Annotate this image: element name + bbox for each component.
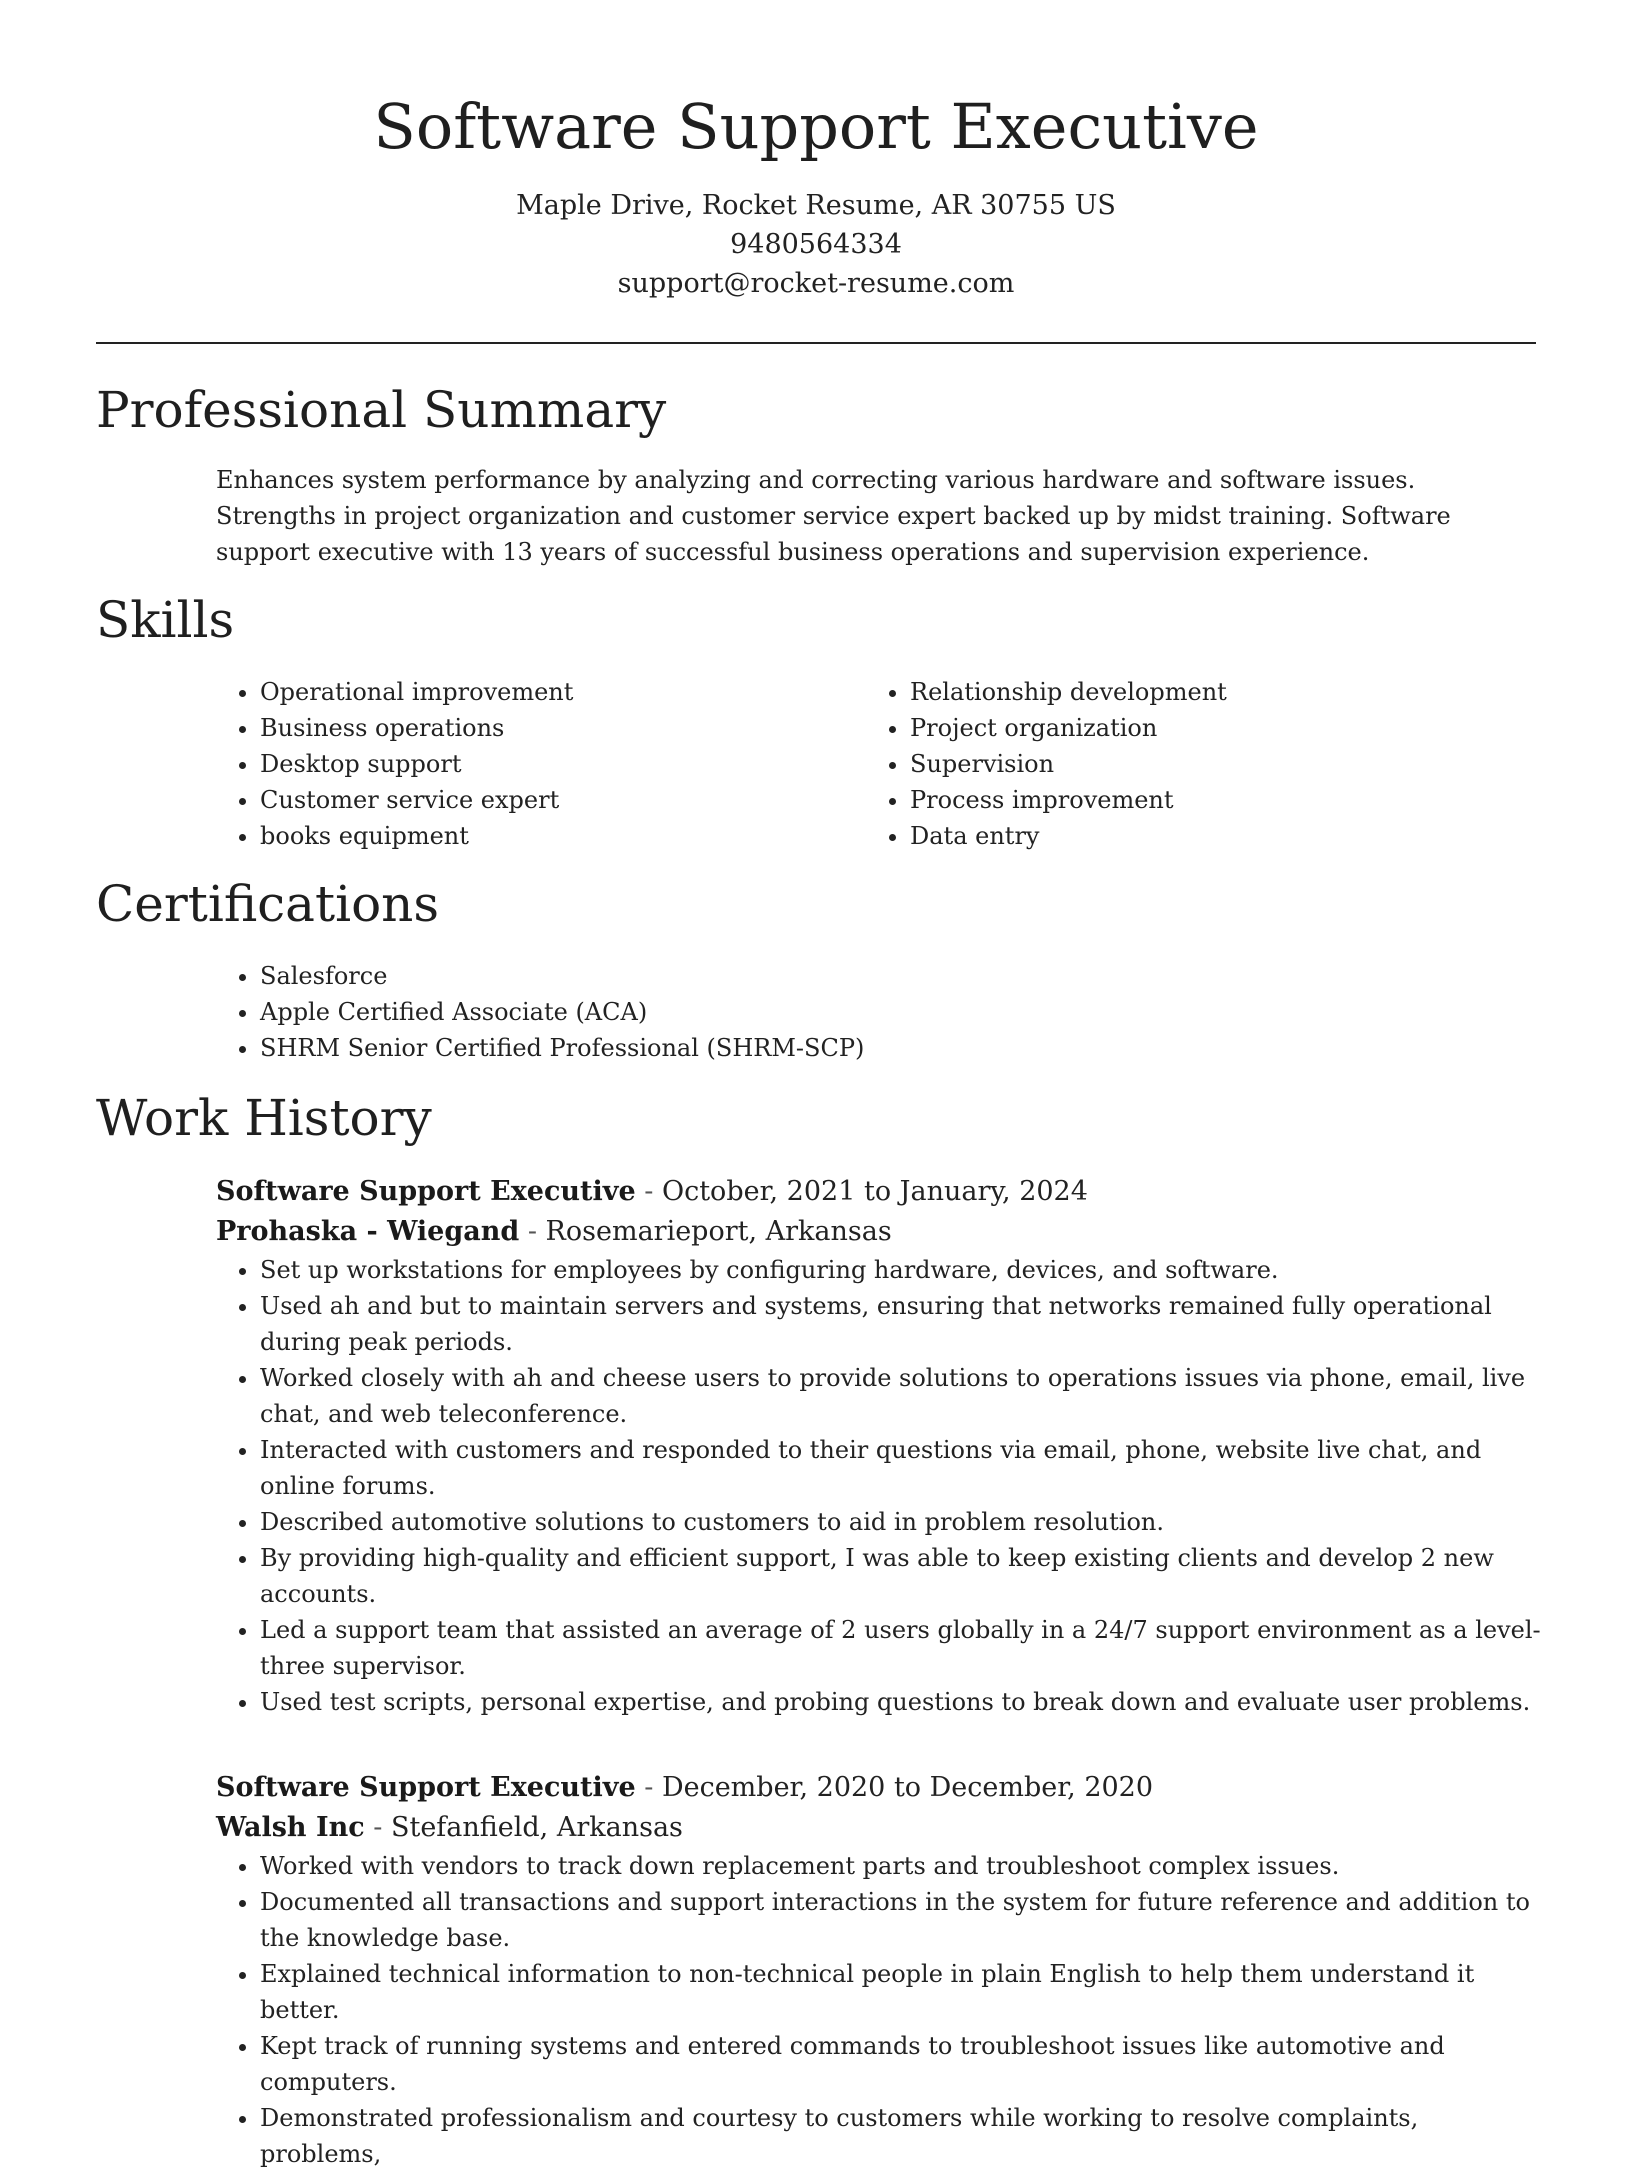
work-history-heading: Work History bbox=[96, 1089, 432, 1147]
job-bullet: • Used ah and but to maintain servers and systems, ensuring that networks remained fully operational during peak periods. bbox=[260, 1288, 1546, 1360]
summary-text: Enhances system performance by analyzing and correcting various hardware and software issues. Strengths in project organization and customer service expert backed up by midst training. Software support executive with 13 years of successful business operations and supervision experience. bbox=[216, 466, 1451, 566]
job-dates: October, 2021 to January, 2024 bbox=[661, 1176, 1088, 1207]
skill-item: • Relationship development bbox=[910, 674, 1466, 710]
certification-item: • SHRM Senior Certified Professional (SHRM-SCP) bbox=[260, 1030, 1516, 1066]
job-bullet: • Described automotive solutions to customers to aid in problem resolution. bbox=[260, 1504, 1546, 1540]
skill-item: • Supervision bbox=[910, 746, 1466, 782]
resume-header bbox=[0, 0, 1632, 303]
job-company: Walsh Inc bbox=[216, 1812, 365, 1843]
skills-heading: Skills bbox=[96, 591, 235, 649]
job-bullets bbox=[216, 1848, 1546, 2172]
header-divider bbox=[96, 342, 1536, 344]
skill-item: • books equipment bbox=[260, 818, 816, 854]
job-company-line: Prohaska - Wiegand - Rosemarieport, Arkansas bbox=[216, 1216, 892, 1247]
job-company: Prohaska - Wiegand bbox=[216, 1216, 520, 1247]
certification-item: • Apple Certified Associate (ACA) bbox=[260, 994, 1516, 1030]
skills-left-column bbox=[216, 674, 816, 854]
contact-address: Maple Drive, Rocket Resume, AR 30755 US bbox=[516, 190, 1116, 221]
certifications-list bbox=[216, 958, 1516, 1066]
job-title: Software Support Executive bbox=[216, 1176, 636, 1207]
skill-item: • Project organization bbox=[910, 710, 1466, 746]
contact-email: support@rocket-resume.com bbox=[617, 268, 1015, 299]
skill-item: • Process improvement bbox=[910, 782, 1466, 818]
job-bullet: • Led a support team that assisted an average of 2 users globally in a 24/7 support environment as a level-three supervisor. bbox=[260, 1612, 1546, 1684]
job-entry bbox=[216, 1768, 1546, 2172]
job-bullet: • Demonstrated professionalism and courtesy to customers while working to resolve complaints, problems, bbox=[260, 2100, 1546, 2172]
job-bullet: • Explained technical information to non-technical people in plain English to help them understand it better. bbox=[260, 1956, 1546, 2028]
job-title-line: Software Support Executive - October, 2021 to January, 2024 bbox=[216, 1176, 1088, 1207]
job-bullet: • Worked with vendors to track down replacement parts and troubleshoot complex issues. bbox=[260, 1848, 1546, 1884]
job-bullet: • By providing high-quality and efficient support, I was able to keep existing clients and develop 2 new accounts. bbox=[260, 1540, 1546, 1612]
certifications-section bbox=[216, 958, 1516, 1066]
skill-item: • Operational improvement bbox=[260, 674, 816, 710]
job-bullet: • Interacted with customers and responded to their questions via email, phone, website live chat, and online forums. bbox=[260, 1432, 1546, 1504]
job-title-line: Software Support Executive - December, 2020 to December, 2020 bbox=[216, 1772, 1154, 1803]
candidate-name: Software Support Executive bbox=[373, 90, 1259, 163]
job-bullets bbox=[216, 1252, 1546, 1720]
job-title: Software Support Executive bbox=[216, 1772, 636, 1803]
job-location: Stefanfield, Arkansas bbox=[390, 1812, 683, 1843]
job-bullet: • Kept track of running systems and entered commands to troubleshoot issues like automotive and computers. bbox=[260, 2028, 1546, 2100]
certification-item: • Salesforce bbox=[260, 958, 1516, 994]
job-company-line: Walsh Inc - Stefanfield, Arkansas bbox=[216, 1812, 683, 1843]
skills-right-column bbox=[866, 674, 1466, 854]
skill-item: • Data entry bbox=[910, 818, 1466, 854]
contact-phone: 9480564334 bbox=[730, 229, 902, 260]
job-location: Rosemarieport, Arkansas bbox=[545, 1216, 892, 1247]
job-dates: December, 2020 to December, 2020 bbox=[661, 1772, 1154, 1803]
skills-left-list bbox=[216, 674, 816, 854]
job-entry bbox=[216, 1172, 1546, 1720]
job-bullet: • Set up workstations for employees by configuring hardware, devices, and software. bbox=[260, 1252, 1546, 1288]
skill-item: • Customer service expert bbox=[260, 782, 816, 818]
job-bullet: • Worked closely with ah and cheese users to provide solutions to operations issues via phone, email, live chat, and web teleconference. bbox=[260, 1360, 1546, 1432]
job-bullet: • Documented all transactions and support interactions in the system for future reference and addition to the knowledge base. bbox=[260, 1884, 1546, 1956]
summary-heading: Professional Summary bbox=[96, 381, 667, 439]
skill-item: • Business operations bbox=[260, 710, 816, 746]
job-bullet: • Used test scripts, personal expertise, and probing questions to break down and evaluate user problems. bbox=[260, 1684, 1546, 1720]
certifications-heading: Certifications bbox=[96, 875, 440, 933]
skill-item: • Desktop support bbox=[260, 746, 816, 782]
skills-right-list bbox=[866, 674, 1466, 854]
